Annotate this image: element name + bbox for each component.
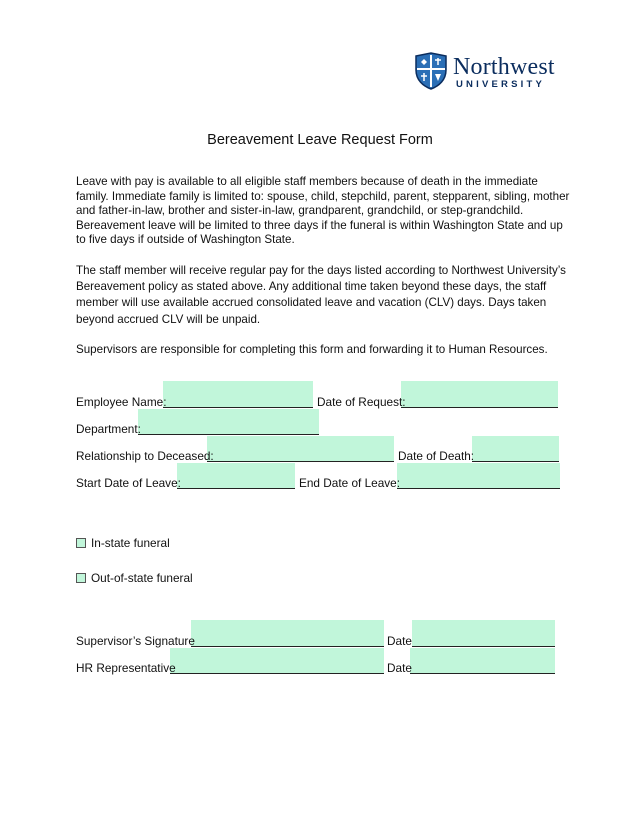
employee-name-label: Employee Name:	[76, 395, 167, 409]
supervisor-paragraph: Supervisors are responsible for completing this form and forwarding it to Human Resources.	[76, 343, 548, 356]
hr-date-line	[410, 673, 555, 674]
supervisor-date-label: Date	[387, 634, 412, 648]
out-of-state-checkbox[interactable]	[76, 573, 86, 583]
employee-name-line	[163, 407, 313, 408]
date-of-death-line	[472, 461, 559, 462]
logo-name: Northwest	[453, 54, 555, 80]
date-of-request-line	[401, 407, 558, 408]
date-of-death-field[interactable]	[472, 436, 559, 462]
in-state-label: In-state funeral	[91, 536, 170, 550]
hr-date-label: Date	[387, 661, 412, 675]
hr-date-field[interactable]	[410, 648, 555, 674]
end-date-field[interactable]	[397, 463, 560, 489]
shield-icon	[414, 52, 448, 90]
pay-paragraph: The staff member will receive regular pay for the days listed according to Northwest University’s Bereavement policy as stated above. Any additional time taken beyond these days, the staff member will use available accrued consolidated leave and vacation (CLV) days. Days taken beyond accrued CLV will be unpaid.	[76, 264, 566, 326]
in-state-checkbox[interactable]	[76, 538, 86, 548]
out-of-state-label: Out-of-state funeral	[91, 571, 193, 585]
date-of-death-label: Date of Death:	[398, 449, 475, 463]
start-date-line	[177, 488, 295, 489]
supervisor-signature-line	[191, 646, 384, 647]
department-line	[138, 434, 319, 435]
hr-representative-label: HR Representative	[76, 661, 176, 675]
logo-subtitle: UNIVERSITY	[456, 79, 546, 90]
end-date-line	[397, 488, 560, 489]
supervisor-signature-label: Supervisor’s Signature	[76, 634, 195, 648]
university-logo	[414, 52, 570, 94]
department-field[interactable]	[138, 409, 319, 435]
date-of-request-field[interactable]	[401, 381, 558, 408]
supervisor-signature-field[interactable]	[191, 620, 384, 647]
policy-paragraph: Leave with pay is available to all eligible staff members because of death in the immediate family. Immediate family is limited to: spouse, child, stepchild, parent, stepparent, sibling, mother and father-in-law, brother and sister-in-law, grandparent, grandchild, or step-grandchild. Bereavement leave will be limited to three days if the funeral is within Washington State and up to five days if outside of Washington State.	[76, 175, 570, 247]
hr-representative-line	[170, 673, 384, 674]
start-date-label: Start Date of Leave:	[76, 476, 181, 490]
hr-representative-field[interactable]	[170, 648, 384, 674]
relationship-line	[207, 461, 394, 462]
relationship-field[interactable]	[207, 436, 394, 462]
supervisor-date-line	[412, 646, 555, 647]
start-date-field[interactable]	[177, 463, 295, 489]
supervisor-date-field[interactable]	[412, 620, 555, 647]
department-label: Department:	[76, 422, 141, 436]
relationship-label: Relationship to Deceased:	[76, 449, 214, 463]
employee-name-field[interactable]	[163, 381, 313, 408]
date-of-request-label: Date of Request:	[317, 395, 406, 409]
page-title: Bereavement Leave Request Form	[207, 132, 433, 148]
end-date-label: End Date of Leave:	[299, 476, 400, 490]
